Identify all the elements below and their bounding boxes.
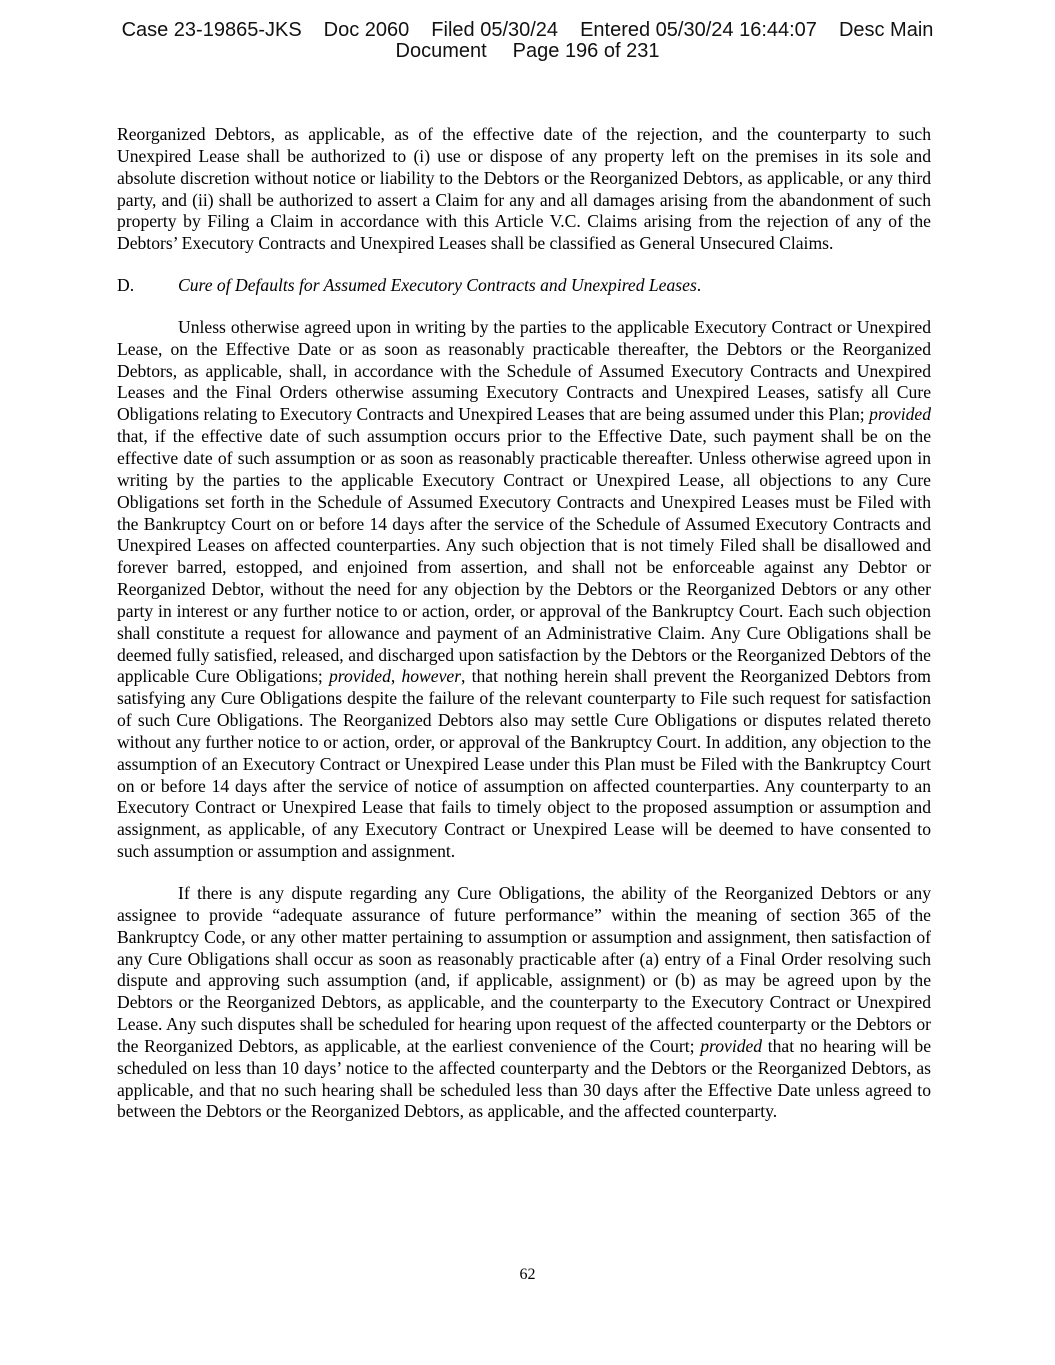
text-run: If there is any dispute regarding any Cure Obligations, the ability of the Reorganized Debtors or any assignee to provide “adequate assurance of future performance” within the meaning of section 365 of the Bankruptcy Code, or any other matter pertaining to assumption or assumption and assignment, then satisfaction of any Cure Obligations shall occur as soon as reasonably practicable after (a) entry of a Final Order resolving such dispute and approving such assumption (and, if applicable, assignment) or (b) as may be agreed upon by the Debtors or the Reorganized Debtors, as applicable, and the counterparty to the Executory Contract or Unexpired Lease. Any such disputes shall be scheduled for hearing upon request of the affected counterparty or the Debtors or the Reorganized Debtors, as applicable, at the earliest convenience of the Court; [117,883,931,1056]
section-title-wrap [178,275,701,297]
section-heading [117,275,931,297]
page-indicator: Page 196 of 231 [512,40,660,62]
desc-label: Desc Main [838,19,934,41]
text-run: Unless otherwise agreed upon in writing by the parties to the applicable Executory Contract or Unexpired Lease, on the Effective Date or as soon as reasonably practicable thereafter, the Debtors or the Reorganized Debtors, as applicable, shall, in accordance with the Schedule of Assumed Executory Contracts and Unexpired Leases and the Final Orders otherwise assuming Executory Contracts and Unexpired Leases, satisfy all Cure Obligations relating to Executory Contracts and Unexpired Leases that are being assumed under this Plan; [117,316,931,425]
section-title-period: . [696,275,702,296]
italic-provided: provided [869,404,931,425]
text-run: that, if the effective date of such assumption occurs prior to the Effective Date, such payment shall be on the effective date of such assumption or as soon as reasonably practicable thereafter. Unless otherwise agreed upon in writing by the parties to the applicable Executory Contract or Unexpired Lease, all objections to any Cure Obligations set forth in the Schedule of Assumed Executory Contracts and Unexpired Leases must be Filed with the Bankruptcy Court on or before 14 days after the service of the Schedule of Assumed Executory Contracts and Unexpired Leases on affected counterparties. Any such objection that is not timely Filed shall be disallowed and forever barred, estopped, and enjoined from assertion, and shall not be enforceable against any Debtor or Reorganized Debtor, without the need for any objection by the Debtors or the Reorganized Debtors or any other party in interest or any further notice to or action, order, or approval of the Bankruptcy Court. Each such objection shall constitute a request for allowance and payment of an Administrative Claim. Any Cure Obligations shall be deemed fully satisfied, released, and discharged upon satisfaction by the Debtors or the Reorganized Debtors of the applicable Cure Obligations; [117,426,931,687]
case-number: Case 23-19865-JKS [121,19,302,41]
paragraph-disputes [117,883,931,1123]
paragraph-continuation: Reorganized Debtors, as applicable, as of the effective date of the rejection, and the counterparty to such Unexpired Lease shall be authorized to (i) use or dispose of any property left on the premises in its sole and absolute discretion without notice or liability to the Debtors or the Reorganized Debtors, as applicable, or any third party, and (ii) shall be authorized to assert a Claim for any and all damages arising from the abandonment of such property by Filing a Claim in accordance with this Article V.C. Claims arising from the rejection of any of the Debtors’ Executory Contracts and Unexpired Leases shall be classified as General Unsecured Claims. [117,124,931,254]
doc-number: Doc 2060 [323,19,410,41]
header-line-2 [0,41,1055,62]
document-label: Document [395,40,487,62]
italic-provided: provided [328,666,391,687]
text-run: , [390,666,402,687]
italic-provided: provided [700,1035,763,1056]
page-number: 62 [519,1266,536,1283]
court-filing-header [0,20,1055,62]
section-letter: D. [117,275,135,296]
italic-however: however [401,666,462,687]
header-line-1 [0,20,1055,41]
document-body [117,124,931,1143]
text-run: , that nothing herein shall prevent the Reorganized Debtors from satisfying any Cure Obligations despite the failure of the relevant counterparty to File such request for satisfaction of such Cure Obligations. The Reorganized Debtors also may settle Cure Obligations or disputes related thereto without any further notice to or action, order, or approval of the Bankruptcy Court. In addition, any objection to the assumption of an Executory Contract or Unexpired Lease under this Plan must be Filed with the Bankruptcy Court on or before 14 days after the service of notice of assumption on affected counterparties. Any counterparty to an Executory Contract or Unexpired Lease that fails to timely object to the proposed assumption or assumption and assignment, as applicable, of any Executory Contract or Unexpired Lease will be deemed to have consented to such assumption or assumption and assignment. [117,666,931,862]
filed-date: Filed 05/30/24 [431,19,559,41]
paragraph-cure-obligations [117,317,931,863]
section-title: Cure of Defaults for Assumed Executory Contracts and Unexpired Leases [178,275,697,296]
entered-date: Entered 05/30/24 16:44:07 [580,19,817,41]
text-run: that no hearing will be scheduled on less than 10 days’ notice to the affected counterparty and the Debtors or the Reorganized Debtors, as applicable, and that no such hearing shall be scheduled less than 30 days after the Effective Date unless agreed to between the Debtors or the Reorganized Debtors, as applicable, and the affected counterparty. [117,1035,932,1122]
